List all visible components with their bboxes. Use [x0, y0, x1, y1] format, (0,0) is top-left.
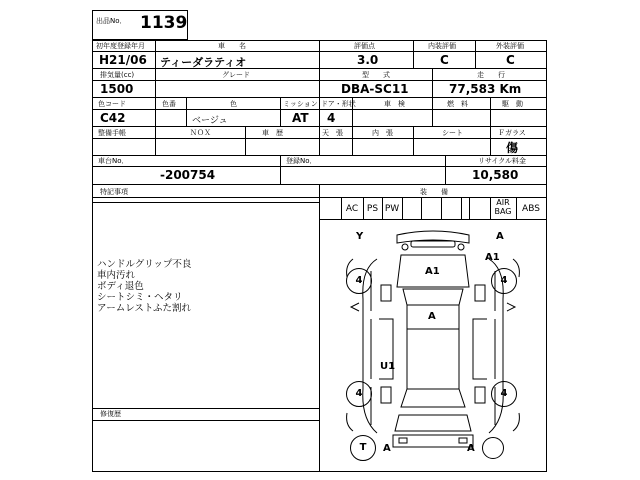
tire-front-right: 4: [491, 268, 517, 294]
remark-line: アームレストふた割れ: [97, 303, 192, 314]
equipment-label: 装 備: [420, 188, 448, 196]
roof-label: 天 張: [322, 129, 343, 137]
mark-rear-bumper-left: A: [383, 443, 391, 454]
mark-roof: A: [428, 311, 436, 322]
color-code-value: C42: [100, 111, 126, 125]
car-diagram: [319, 219, 547, 472]
lot-number-label: 出品No．: [96, 17, 127, 25]
displacement-label: 排気量(cc): [100, 71, 135, 79]
score-label: 評価点: [354, 42, 375, 50]
exterior-label: 外装評価: [496, 42, 524, 50]
nox-label: ＮＯＸ: [190, 129, 211, 137]
tire-front-left: 4: [346, 268, 372, 294]
color-no-label: 色番: [162, 100, 176, 108]
interior-label: 内装評価: [428, 42, 456, 50]
color-value: ベージュ: [192, 116, 228, 126]
exterior-value: C: [506, 53, 515, 67]
mark-front-fender-right: A1: [485, 252, 500, 263]
mileage-value: 77,583 Km: [449, 82, 522, 96]
remark-line: 車内汚れ: [97, 270, 136, 281]
inspection-label: 車 検: [384, 100, 405, 108]
reg-no-label: 登録No．: [286, 157, 317, 165]
recycle-label: リサイクル料金: [478, 157, 527, 165]
first-reg-value: H21/06: [99, 53, 147, 67]
mark-front-right: A: [496, 231, 504, 242]
chassis-value: -200754: [160, 168, 216, 182]
mark-front-left: Y: [356, 231, 364, 242]
remark-line: ハンドルグリップ不良: [97, 259, 192, 270]
mark-hood: A1: [425, 266, 440, 277]
door-value: 4: [327, 111, 336, 125]
interior-value: C: [440, 53, 449, 67]
color-label: 色: [230, 100, 237, 108]
model-label: 型 式: [362, 71, 390, 79]
mission-label: ミッション: [283, 100, 318, 108]
tire-rear-right-bottom: [482, 437, 504, 459]
equipment-ps: PS: [366, 204, 379, 214]
equipment-abs: ABS: [522, 204, 540, 214]
grade-label: グレード: [222, 71, 250, 79]
mileage-label: 走 行: [477, 71, 505, 79]
remark-line: ボディ退色: [97, 281, 144, 292]
equipment-pw: PW: [384, 204, 400, 214]
glass-value: 傷: [506, 141, 519, 155]
chassis-label: 車台No．: [98, 157, 129, 165]
tire-rear-left: 4: [346, 381, 372, 407]
seat-label: シート: [442, 129, 463, 137]
remark-line: シートシミ・ヘタリ: [97, 292, 183, 303]
door-label: ドア・形状: [321, 100, 356, 108]
car-name-label: 車 名: [218, 42, 246, 50]
color-code-label: 色コード: [98, 100, 126, 108]
score-value: 3.0: [357, 53, 379, 67]
lot-number: 1139: [140, 13, 188, 33]
mark-rear-bumper-right: A: [467, 443, 475, 454]
interior-trim-label: 内 張: [372, 129, 393, 137]
drive-label: 駆 動: [502, 100, 523, 108]
mark-rear-door-left: U1: [380, 361, 396, 372]
equipment-ac: AC: [345, 204, 359, 214]
maintenance-label: 整備手帳: [98, 129, 126, 137]
tire-rear-right: 4: [491, 381, 517, 407]
history-label: 車 歴: [262, 129, 283, 137]
mission-value: AT: [292, 111, 309, 125]
first-reg-label: 初年度登録年月: [96, 42, 145, 50]
remarks-label: 特記事項: [100, 188, 128, 196]
fuel-label: 燃 料: [447, 100, 468, 108]
glass-label: Ｆガラス: [498, 129, 526, 137]
tire-spare: T: [350, 435, 376, 461]
displacement-value: 1500: [100, 82, 134, 96]
model-value: DBA-SC11: [341, 82, 409, 96]
recycle-value: 10,580: [472, 168, 519, 182]
repair-label: 修復歴: [100, 410, 121, 418]
car-name-value: ティーダラティオ: [160, 56, 247, 69]
equipment-airbag: AIR BAG: [494, 198, 512, 216]
